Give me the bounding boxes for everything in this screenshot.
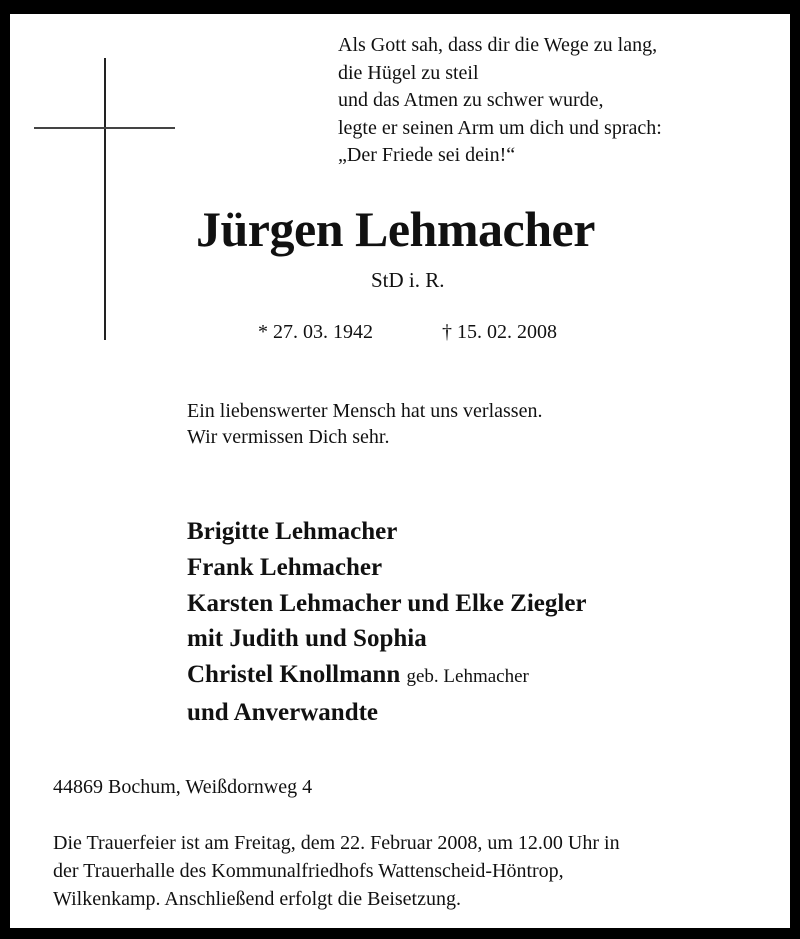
verse-line: „Der Friede sei dein!“ (338, 144, 516, 167)
message-line: Ein liebenswerter Mensch hat uns verlassen. (187, 400, 543, 422)
death-date: † 15. 02. 2008 (442, 321, 557, 343)
family-note: geb. Lehmacher (406, 666, 529, 688)
verse-line: Als Gott sah, dass dir die Wege zu lang, (338, 34, 658, 56)
verse-line: und das Atmen zu schwer wurde, (338, 89, 604, 112)
verse (338, 32, 662, 170)
deceased-name: Jürgen Lehmacher (196, 201, 595, 257)
family-member: Brigitte Lehmacher (187, 518, 398, 545)
family-member: mit Judith und Sophia (187, 625, 427, 653)
family-member: Frank Lehmacher (187, 553, 383, 581)
obituary-notice (10, 14, 790, 928)
family-member: Christel Knollmann (187, 661, 401, 689)
message-line: Wir vermissen Dich sehr. (187, 426, 390, 448)
verse-line: die Hügel zu steil (338, 61, 479, 84)
family-member: Karsten Lehmacher und Elke Ziegler (187, 589, 587, 617)
message (187, 398, 542, 450)
funeral-line: der Trauerhalle des Kommunalfriedhofs Wattenscheid-Höntrop, (53, 860, 564, 882)
cross-horizontal-bar (34, 127, 175, 129)
family-member-row (187, 657, 587, 695)
address: 44869 Bochum, Weißdornweg 4 (53, 776, 313, 798)
cross-vertical-bar (104, 58, 106, 340)
funeral-line: Die Trauerfeier ist am Freitag, dem 22. Februar 2008, um 12.00 Uhr in (53, 832, 620, 854)
funeral-info (53, 829, 620, 913)
family-list (187, 514, 587, 731)
family-member: und Anverwandte (187, 698, 379, 726)
birth-date: * 27. 03. 1942 (258, 321, 373, 343)
funeral-line: Wilkenkamp. Anschließend erfolgt die Beisetzung. (53, 888, 461, 910)
deceased-title: StD i. R. (371, 268, 445, 292)
verse-line: legte er seinen Arm um dich und sprach: (338, 116, 662, 139)
